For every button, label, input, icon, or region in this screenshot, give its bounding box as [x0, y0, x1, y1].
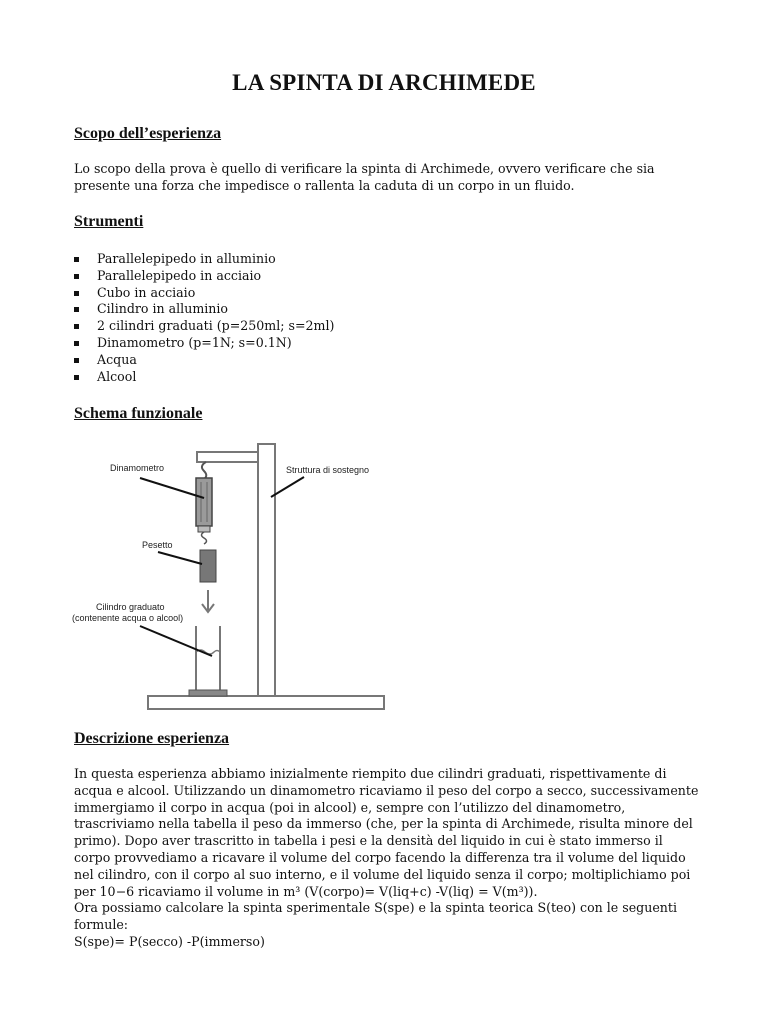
cylinder-foot — [189, 690, 227, 696]
apparatus-diagram — [66, 440, 396, 715]
bullet-icon — [74, 257, 79, 262]
bullet-icon — [74, 375, 79, 380]
weight-block — [200, 550, 216, 582]
label-cilindro-line2: (contenente acqua o alcool) — [72, 613, 184, 623]
list-item: Alcool — [74, 369, 334, 386]
bullet-icon — [74, 358, 79, 363]
label-pesetto: Pesetto — [142, 540, 173, 550]
list-item: Dinamometro (p=1N; s=0.1N) — [74, 335, 334, 352]
formula-spinta-sperimentale: S(spe)= P(secco) -P(immerso) — [74, 933, 265, 949]
section-heading-schema: Schema funzionale — [74, 405, 203, 422]
bullet-icon — [74, 274, 79, 279]
label-cilindro-line1: Cilindro graduato — [96, 602, 165, 612]
support-pole — [258, 444, 275, 696]
descrizione-body — [74, 766, 700, 951]
scopo-text: Lo scopo della prova è quello di verificare la spinta di Archimede, ovvero verificare che sia presente una forza che impedisce o rallenta la caduta di un corpo in un fluido. — [74, 161, 655, 193]
list-item: Cilindro in alluminio — [74, 301, 334, 318]
list-item: Parallelepipedo in acciaio — [74, 268, 334, 285]
strumenti-list — [74, 251, 334, 385]
list-item: Acqua — [74, 352, 334, 369]
dynamometer — [196, 478, 212, 526]
list-item: Cubo in acciaio — [74, 285, 334, 302]
section-heading-scopo: Scopo dell’esperienza — [74, 125, 222, 142]
bullet-icon — [74, 324, 79, 329]
bullet-icon — [74, 291, 79, 296]
section-heading-descrizione: Descrizione esperienza — [74, 730, 230, 747]
bullet-icon — [74, 307, 79, 312]
descrizione-paragraph-1: In questa esperienza abbiamo inizialmente riempito due cilindri graduati, rispettivamente di acqua e alcool. Utilizzando un dinamometro ricaviamo il peso del corpo a secco, successivamente immergiamo il corpo in acqua (poi in alcool) e, sempre con l’utilizzo del dinamometro, trascriviamo nella tabella il peso da immerso (che, per la spinta di Archimede, risulta minore del primo). Dopo aver trascritto in tabella i pesi e la densità del liquido in cui è stato immerso il corpo provvediamo a ricavare il volume del corpo facendo la differenza tra il volume del liquido nel cilindro, con il corpo al suo interno, e il volume del liquido senza il corpo; moltiplichiamo poi per 10−6 ricaviamo il volume in m³ (V(corpo)= V(liq+c) -V(liq) = V(m³)). — [74, 766, 699, 899]
support-arm — [197, 452, 258, 462]
list-item: 2 cilindri graduati (p=250ml; s=2ml) — [74, 318, 334, 335]
base-plate — [148, 696, 384, 709]
section-heading-strumenti: Strumenti — [74, 213, 144, 230]
page-title: LA SPINTA DI ARCHIMEDE — [232, 70, 536, 95]
list-item: Parallelepipedo in alluminio — [74, 251, 334, 268]
scopo-paragraph — [74, 161, 700, 195]
descrizione-paragraph-2: Ora possiamo calcolare la spinta sperimentale S(spe) e la spinta teorica S(teo) con le seguenti formule: — [74, 900, 677, 933]
label-dinamometro: Dinamometro — [110, 463, 165, 473]
label-struttura: Struttura di sostegno — [286, 465, 370, 475]
bullet-icon — [74, 341, 79, 346]
leader-pesetto — [158, 552, 202, 564]
leader-cilindro — [140, 626, 212, 656]
leader-dinamometro — [140, 478, 204, 498]
